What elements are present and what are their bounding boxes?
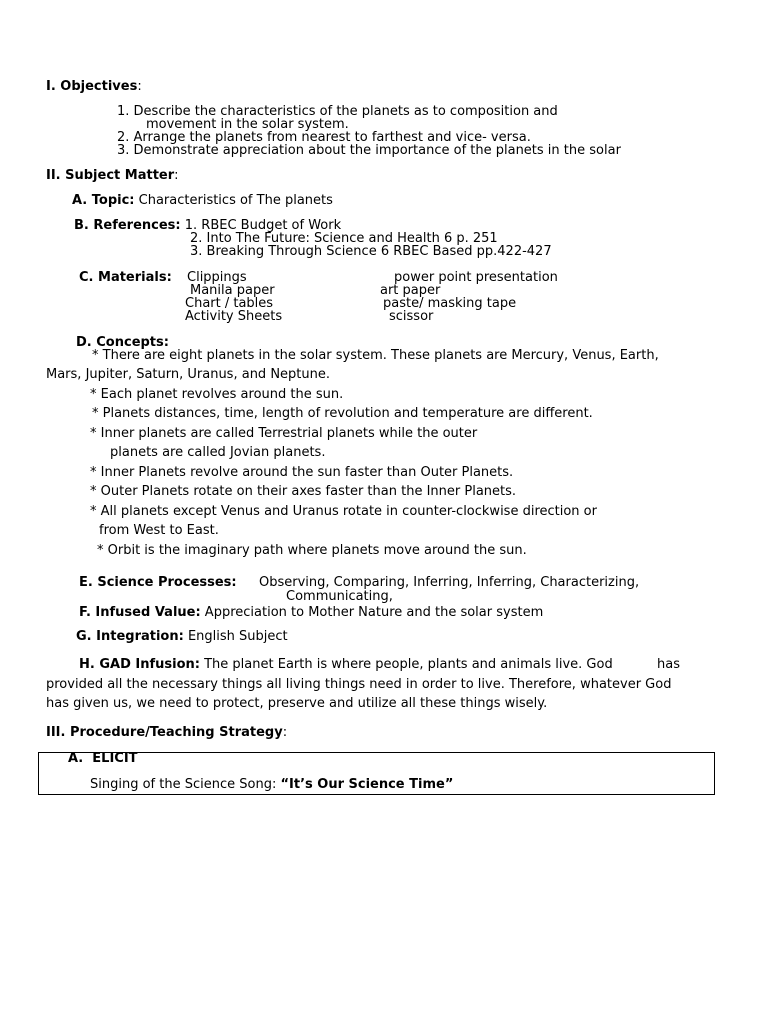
subject-matter-heading-label: II. Subject Matter — [46, 168, 175, 183]
concept-line-9: * All planets except Venus and Uranus rotate in counter-clockwise direction or — [90, 504, 597, 519]
procedure-heading-colon: : — [282, 725, 288, 740]
objectives-heading-label: I. Objectives — [46, 79, 138, 94]
material-col1-item-1: Clippings — [187, 270, 247, 285]
concept-line-1: * There are eight planets in the solar system. These planets are Mercury, Venus, Earth, — [92, 348, 659, 363]
integration-line — [76, 630, 288, 643]
material-col2-item-3: paste/ masking tape — [383, 296, 517, 311]
procedure-heading-label: III. Procedure/Teaching Strategy — [46, 725, 283, 740]
gad-text-1: The planet Earth is where people, plants and animals live. God — [199, 657, 613, 672]
procedure-heading — [46, 726, 287, 739]
references-label: B. References: — [74, 218, 181, 233]
elicit-song-title: “It’s Our Science Time” — [280, 777, 454, 792]
material-col1-item-3: Chart / tables — [185, 296, 274, 311]
elicit-label-text: A. ELICIT — [68, 751, 138, 766]
objective-item-1-cont: movement in the solar system. — [146, 117, 349, 132]
science-processes-value: Observing, Comparing, Inferring, Inferring, Characterizing, — [259, 575, 640, 590]
objectives-heading-colon: : — [137, 79, 142, 94]
gad-text-1b: has — [657, 657, 680, 672]
integration-label: G. Integration: — [76, 629, 184, 644]
science-processes-label — [79, 576, 237, 589]
material-col1-item-4: Activity Sheets — [185, 309, 283, 324]
concepts-label-text: D. Concepts: — [76, 335, 169, 350]
gad-line-1 — [79, 658, 613, 671]
topic-line — [72, 194, 333, 207]
concept-line-6: planets are called Jovian planets. — [110, 445, 326, 460]
concept-line-5: * Inner planets are called Terrestrial planets while the outer — [90, 426, 478, 441]
material-col2-item-1: power point presentation — [394, 270, 558, 285]
objectives-heading — [46, 80, 142, 93]
science-processes-label-text: E. Science Processes: — [79, 575, 237, 590]
materials-label-text: C. Materials: — [79, 270, 172, 285]
topic-label: A. Topic: — [72, 193, 135, 208]
subject-matter-heading-colon: : — [174, 168, 179, 183]
concept-line-11: * Orbit is the imaginary path where planets move around the sun. — [97, 543, 527, 558]
concept-line-4: * Planets distances, time, length of revolution and temperature are different. — [92, 406, 593, 421]
reference-item-3: 3. Breaking Through Science 6 RBEC Based pp.422-427 — [190, 244, 552, 259]
objective-item-1: 1. Describe the characteristics of the planets as to composition and — [117, 104, 558, 119]
infused-value-label: F. Infused Value: — [79, 605, 201, 620]
concept-line-7: * Inner Planets revolve around the sun faster than Outer Planets. — [90, 465, 514, 480]
science-processes-value-cont: Communicating, — [286, 589, 393, 604]
concept-line-10: from West to East. — [99, 523, 219, 538]
reference-item-2: 2. Into The Future: Science and Health 6 p. 251 — [190, 231, 498, 246]
concept-line-8: * Outer Planets rotate on their axes faster than the Inner Planets. — [90, 484, 517, 499]
topic-value: Characteristics of The planets — [134, 193, 333, 208]
objective-item-3: 3. Demonstrate appreciation about the importance of the planets in the solar — [117, 143, 621, 158]
elicit-line — [90, 778, 453, 791]
gad-text-2: provided all the necessary things all living things need in order to live. Therefore, whatever God — [46, 677, 672, 692]
integration-text: English Subject — [183, 629, 288, 644]
gad-text-3: has given us, we need to protect, preserve and utilize all these things wisely. — [46, 696, 548, 711]
subject-matter-heading — [46, 169, 179, 182]
elicit-text: Singing of the Science Song: — [90, 777, 281, 792]
gad-label: H. GAD Infusion: — [79, 657, 200, 672]
infused-value-text: Appreciation to Mother Nature and the solar system — [200, 605, 544, 620]
materials-label — [79, 271, 172, 284]
elicit-label — [68, 752, 138, 765]
infused-value-line — [79, 606, 543, 619]
objective-item-2: 2. Arrange the planets from nearest to farthest and vice- versa. — [117, 130, 531, 145]
material-col2-item-4: scissor — [389, 309, 434, 324]
concept-line-3: * Each planet revolves around the sun. — [90, 387, 344, 402]
concept-line-2: Mars, Jupiter, Saturn, Uranus, and Neptune. — [46, 367, 330, 382]
material-col1-item-2: Manila paper — [190, 283, 275, 298]
material-col2-item-2: art paper — [380, 283, 441, 298]
reference-item-1: 1. RBEC Budget of Work — [180, 218, 342, 233]
